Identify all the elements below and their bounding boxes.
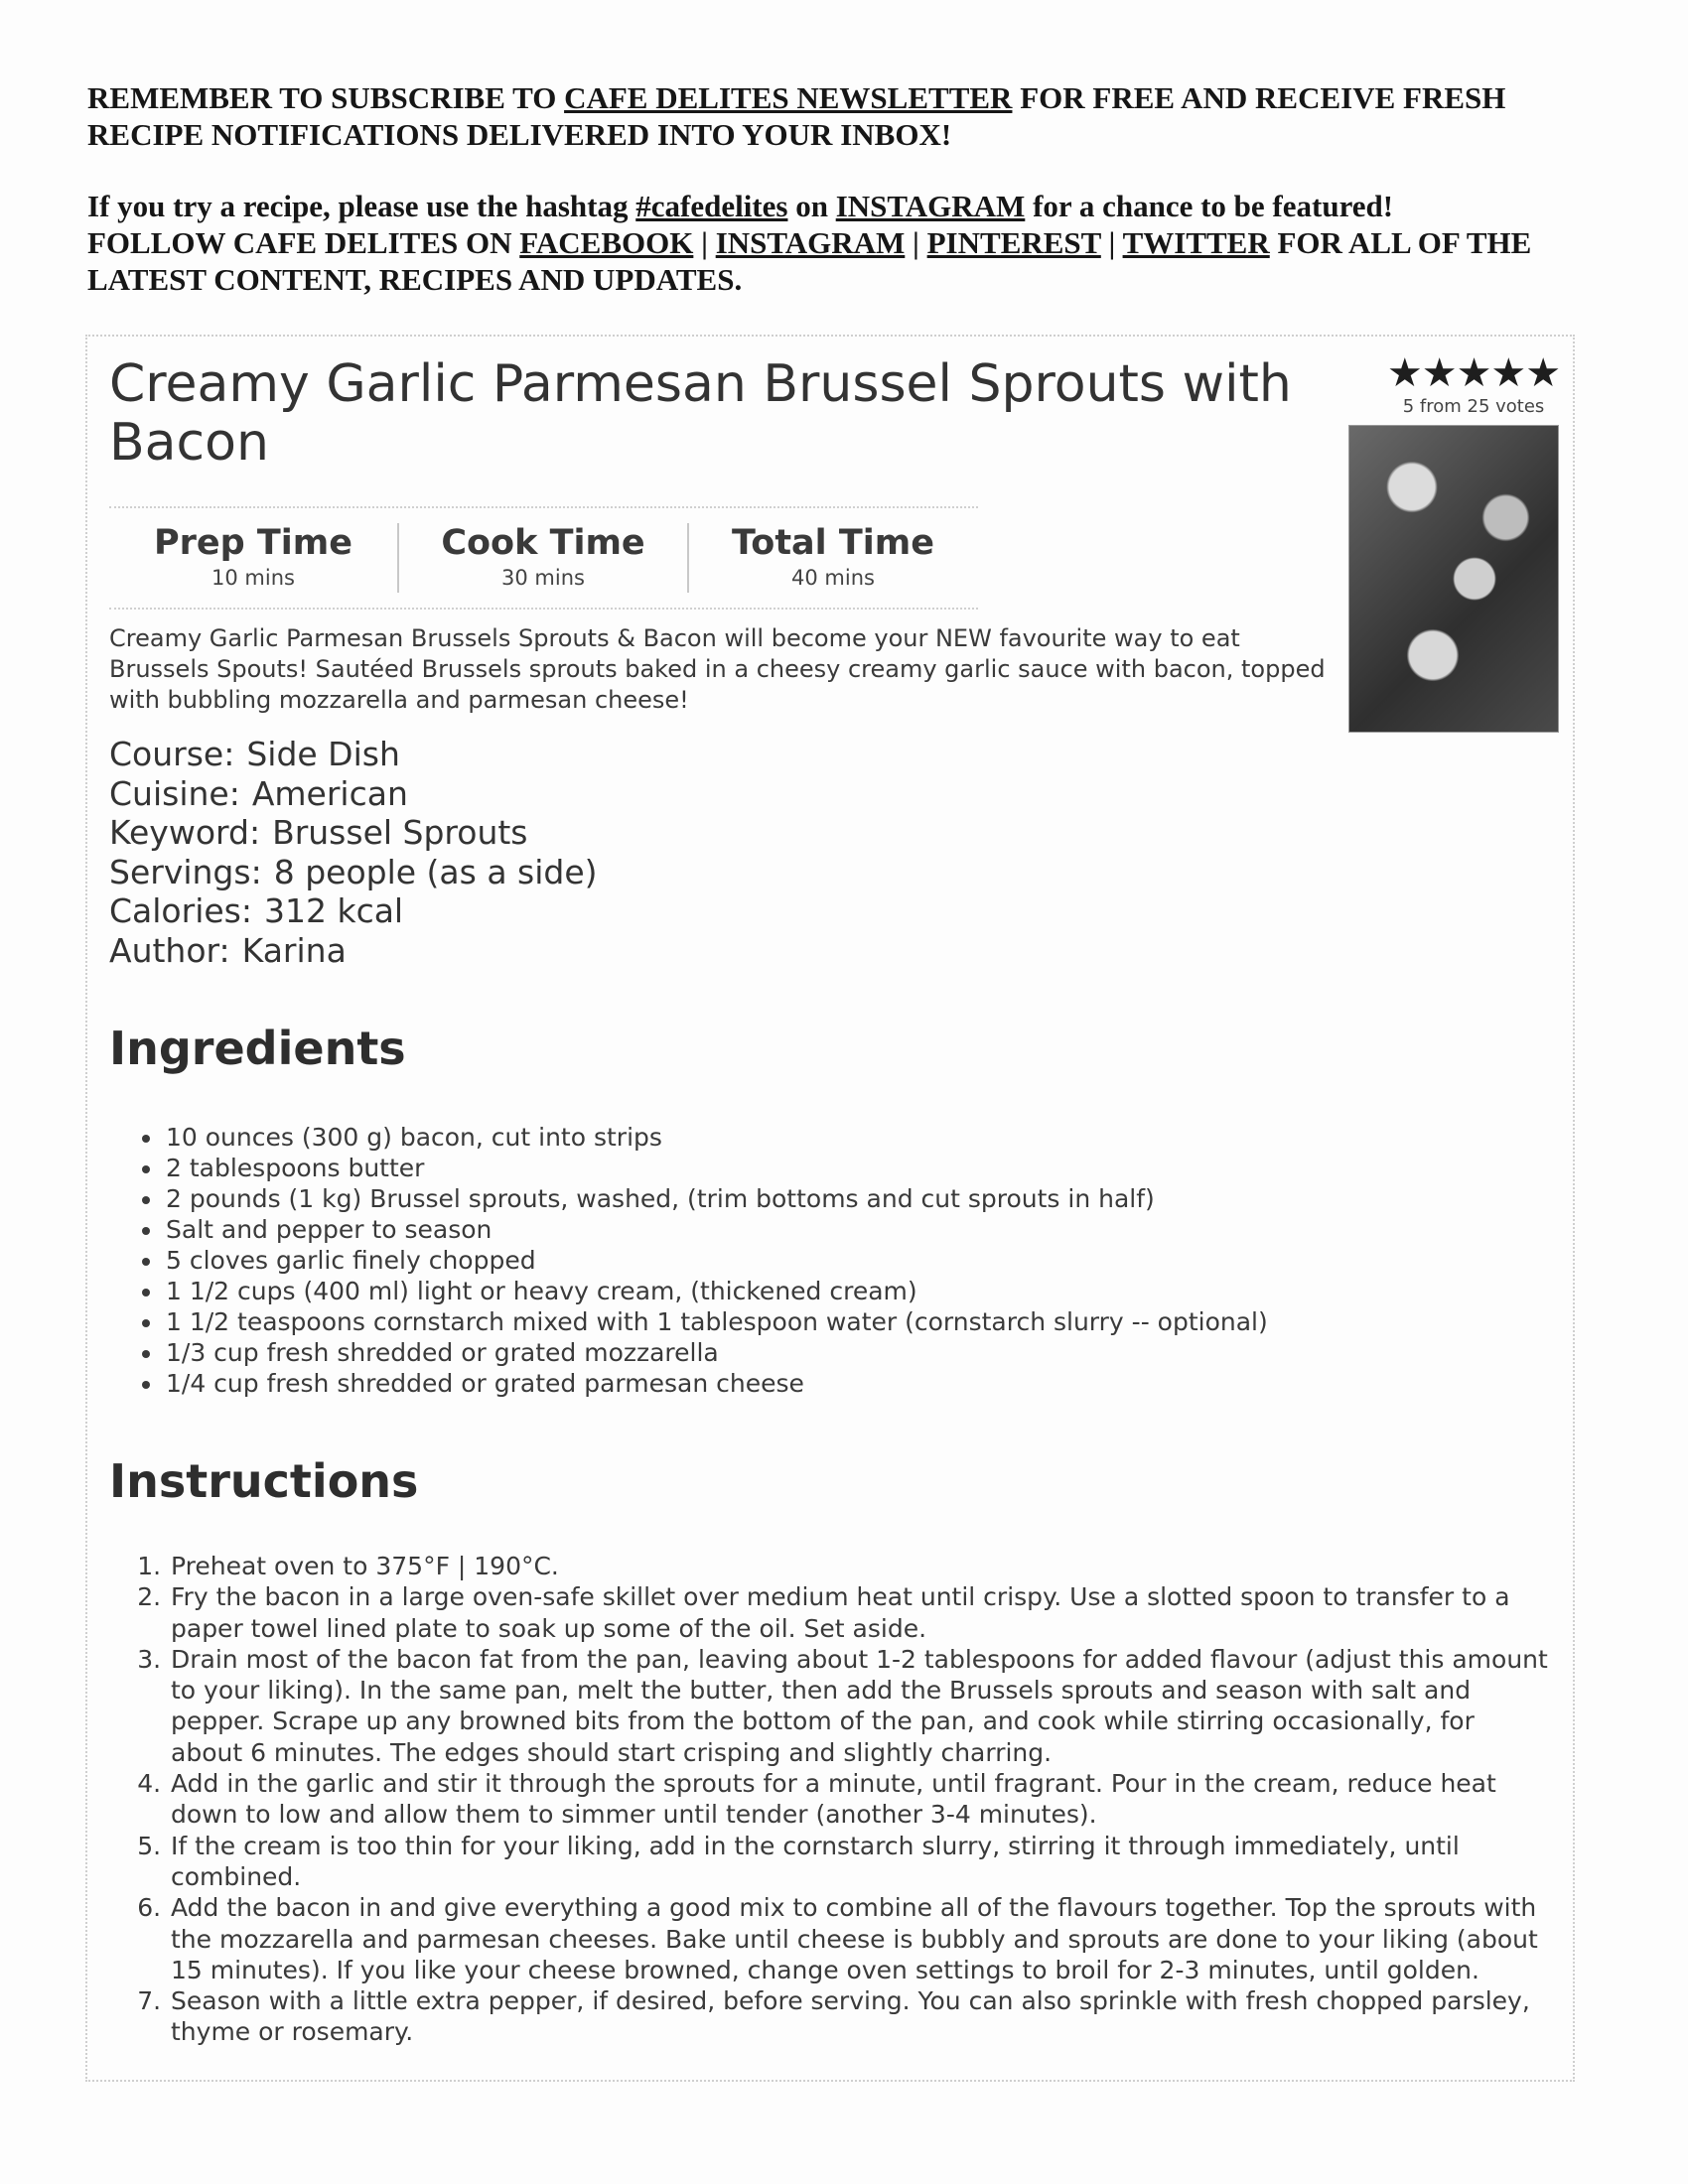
ingredient-item: • 1 1/2 cups (400 ml) light or heavy cream, (thickened cream) [164,1276,1504,1306]
follow-notice [87,224,1617,298]
star-rating-icon[interactable]: ★★★★★ [1386,350,1561,396]
subscribe-banner [87,79,1617,298]
instructions-heading: Instructions [109,1454,419,1508]
facebook-link[interactable]: FACEBOOK [519,225,694,260]
recipe-title: Creamy Garlic Parmesan Brussel Sprouts with Bacon [109,354,1292,473]
newsletter-notice [87,79,1617,153]
follow-text-end: FOR ALL OF THE LATEST CONTENT, RECIPES AND UPDATES. [87,225,1532,297]
meta-cuisine [109,774,598,814]
meta-value: American [251,773,408,813]
meta-servings [109,853,598,892]
prep-time-label: Prep Time [154,523,352,563]
instruction-step: 5. If the cream is too thin for your liking, add in the cornstarch slurry, stirring it through immediately, until combined. [169,1831,1553,1893]
total-time-label: Total Time [732,523,934,563]
ingredients-list [124,1122,1504,1399]
instagram-follow-link[interactable]: INSTAGRAM [715,225,906,260]
recipe-rating [1384,352,1563,417]
recipe-meta [109,735,598,970]
instruction-step: 6. Add the bacon in and give everything a good mix to combine all of the flavours together. Top the sprouts with the mozzarella and parmesan cheeses. Bake until cheese is bubbly and sprouts are done to your liking (about 15 minutes). If you like your cheese browned, change oven settings to broil for 2-3 minutes, until golden. [169,1892,1553,1985]
instruction-step: 7. Season with a little extra pepper, if desired, before serving. You can also sprinkle with fresh chopped parsley, thyme or rosemary. [169,1985,1553,2048]
total-time [687,523,977,593]
vote-count: 5 from 25 votes [1402,396,1545,417]
meta-label: Calories: [109,891,252,930]
meta-value: 8 people (as a side) [273,852,598,891]
ingredient-item: • 2 tablespoons butter [164,1153,1504,1183]
prep-time [109,523,397,593]
instruction-step: 1. Preheat oven to 375°F | 190°C. [169,1551,1553,1581]
meta-value: Side Dish [246,735,400,773]
ingredients-heading: Ingredients [109,1022,406,1075]
instruction-step: 3. Drain most of the bacon fat from the pan, leaving about 1-2 tablespoons for added flavour (adjust this amount to your liking). In the same pan, melt the butter, then add the Brussels sprouts and season with salt and pepper. Scrape up any browned bits from the bottom of the pan, and cook while stirring occasionally, for about 6 minutes. The edges should start crisping and slightly charring. [169,1644,1553,1768]
meta-author [109,931,598,971]
twitter-link[interactable]: TWITTER [1122,225,1270,260]
hashtag-text: If you try a recipe, please use the hashtag [87,189,636,223]
ingredient-item: • 1/4 cup fresh shredded or grated parmesan cheese [164,1368,1504,1399]
prep-time-value: 10 mins [211,566,295,590]
follow-text: FOLLOW CAFE DELITES ON [87,225,520,260]
meta-keyword [109,813,598,853]
ingredient-item: • 2 pounds (1 kg) Brussel sprouts, washed, (trim bottoms and cut sprouts in half) [164,1183,1504,1214]
recipe-summary: Creamy Garlic Parmesan Brussels Sprouts & Bacon will become your NEW favourite way to eat Brussels Spouts! Sautéed Brussels sprouts baked in a cheesy creamy garlic sauce with bacon, topped with bubbling mozzarella and parmesan cheese! [109,624,1326,714]
instruction-step: 2. Fry the bacon in a large oven-safe skillet over medium heat until crispy. Use a slotted spoon to transfer to a paper towel lined plate to soak up some of the oil. Set aside. [169,1581,1553,1644]
meta-value: Brussel Sprouts [272,813,528,852]
meta-course [109,735,598,774]
link-separator: | [693,225,716,260]
newsletter-link[interactable]: CAFE DELITES NEWSLETTER [564,80,1013,115]
recipe-times [109,506,978,610]
ingredient-item: • 1 1/2 teaspoons cornstarch mixed with 1 tablespoon water (cornstarch slurry -- optional) [164,1306,1504,1337]
hashtag-notice [87,188,1617,224]
link-separator: | [905,225,927,260]
hashtag-link[interactable]: #cafedelites [635,189,788,223]
meta-value: Karina [241,930,347,970]
meta-calories [109,891,598,931]
total-time-value: 40 mins [791,566,875,590]
cook-time [397,523,687,593]
meta-label: Keyword: [109,813,261,852]
newsletter-text: REMEMBER TO SUBSCRIBE TO [87,80,565,115]
instruction-step: 4. Add in the garlic and stir it through the sprouts for a minute, until fragrant. Pour in the cream, reduce heat down to low and allow them to simmer until tender (another 3-4 minutes). [169,1768,1553,1831]
newsletter-text-end: FOR FREE AND RECEIVE FRESH RECIPE NOTIFICATIONS DELIVERED INTO YOUR INBOX! [87,80,1506,152]
recipe-photo [1348,425,1559,733]
ingredient-item: • 5 cloves garlic finely chopped [164,1245,1504,1276]
cook-time-value: 30 mins [501,566,585,590]
pinterest-link[interactable]: PINTEREST [926,225,1101,260]
ingredient-item: • Salt and pepper to season [164,1214,1504,1245]
meta-label: Author: [109,930,230,970]
ingredient-item: • 10 ounces (300 g) bacon, cut into strips [164,1122,1504,1153]
meta-value: 312 kcal [263,891,404,930]
hashtag-text-end: for a chance to be featured! [1025,189,1394,223]
hashtag-text-mid: on [787,189,836,223]
cook-time-label: Cook Time [441,523,645,563]
meta-label: Cuisine: [109,773,240,813]
link-separator: | [1100,225,1123,260]
meta-label: Servings: [109,852,262,891]
meta-label: Course: [109,735,235,773]
instructions-list [129,1551,1553,2048]
ingredient-item: • 1/3 cup fresh shredded or grated mozzarella [164,1337,1504,1368]
instagram-link[interactable]: INSTAGRAM [835,189,1026,223]
